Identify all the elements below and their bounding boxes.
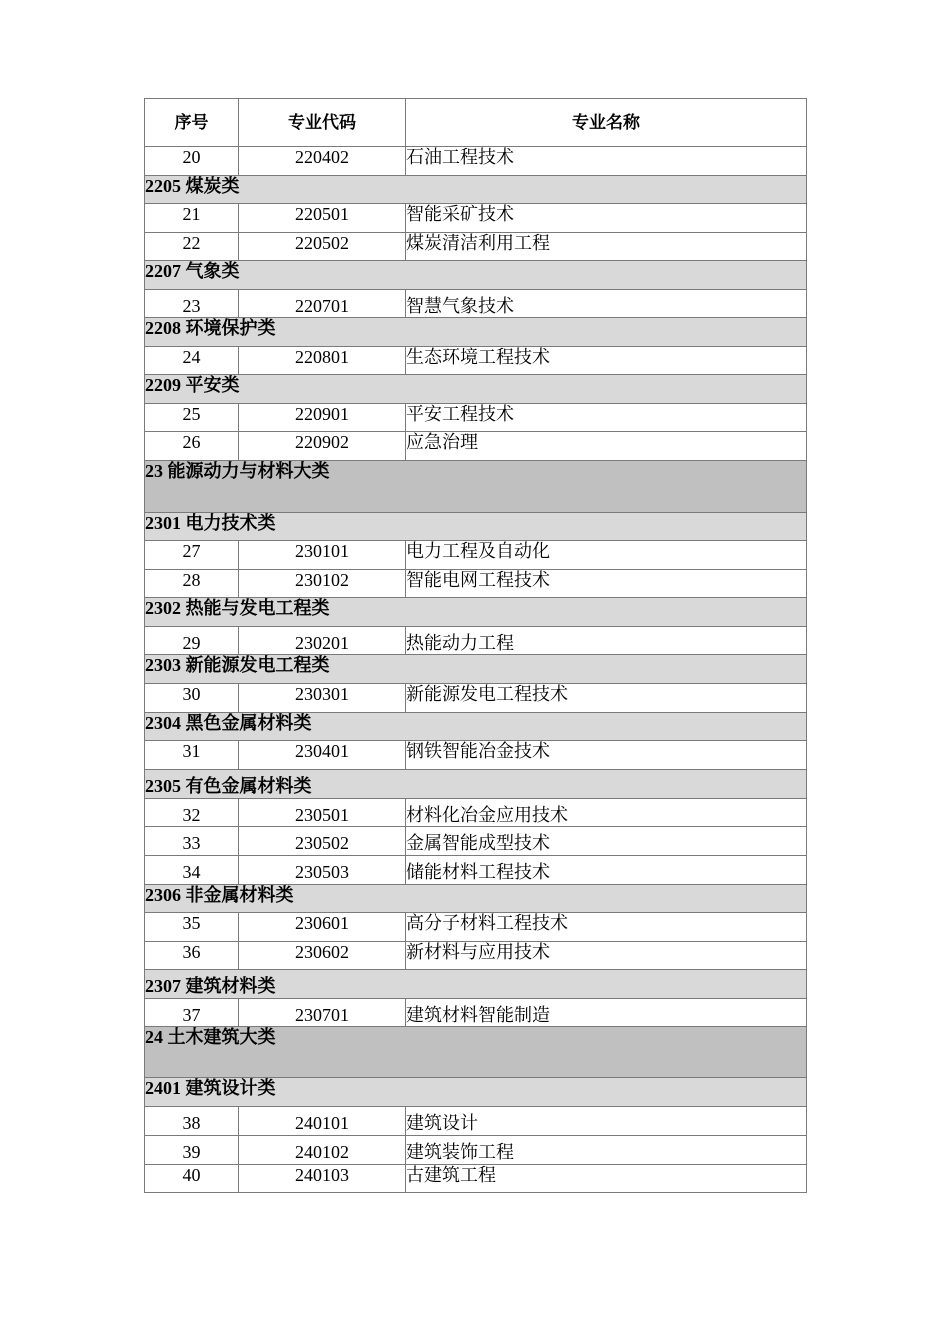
serial-no-cell: 29 [145, 627, 239, 655]
category-label: 2306 非金属材料类 [145, 885, 807, 913]
table-row [145, 1136, 807, 1165]
serial-no-cell: 32 [145, 799, 239, 827]
category-label: 2301 电力技术类 [145, 513, 807, 541]
serial-no-cell: 23 [145, 290, 239, 318]
major-catalog-table [144, 98, 807, 1193]
serial-no-cell: 24 [145, 347, 239, 375]
major-name-cell: 煤炭清洁利用工程 [406, 233, 807, 261]
table-body [145, 147, 807, 1193]
major-name-cell: 高分子材料工程技术 [406, 913, 807, 942]
category-row [145, 713, 807, 741]
major-code-cell: 230301 [239, 684, 406, 713]
major-name-cell: 智能电网工程技术 [406, 570, 807, 598]
major-code-cell: 230502 [239, 827, 406, 856]
serial-no-cell: 40 [145, 1165, 239, 1193]
major-name-cell: 储能材料工程技术 [406, 856, 807, 885]
major-group-label: 23 能源动力与材料大类 [145, 461, 807, 513]
major-code-cell: 240103 [239, 1165, 406, 1193]
header-serial-no: 序号 [145, 99, 239, 147]
header-major-code: 专业代码 [239, 99, 406, 147]
major-code-cell: 220402 [239, 147, 406, 176]
category-label: 2209 平安类 [145, 375, 807, 404]
table-row [145, 856, 807, 885]
major-code-cell: 230102 [239, 570, 406, 598]
header-major-name: 专业名称 [406, 99, 807, 147]
major-name-cell: 生态环境工程技术 [406, 347, 807, 375]
table-header-row [145, 99, 807, 147]
category-row [145, 375, 807, 404]
major-name-cell: 新能源发电工程技术 [406, 684, 807, 713]
serial-no-cell: 36 [145, 942, 239, 970]
category-label: 2305 有色金属材料类 [145, 770, 807, 799]
category-label: 2208 环境保护类 [145, 318, 807, 347]
major-name-cell: 古建筑工程 [406, 1165, 807, 1193]
serial-no-cell: 31 [145, 741, 239, 770]
major-name-cell: 建筑设计 [406, 1107, 807, 1136]
table-row [145, 999, 807, 1027]
category-row [145, 176, 807, 204]
major-name-cell: 金属智能成型技术 [406, 827, 807, 856]
category-row [145, 970, 807, 999]
major-group-label: 24 土木建筑大类 [145, 1027, 807, 1078]
category-label: 2401 建筑设计类 [145, 1078, 807, 1107]
table-row [145, 627, 807, 655]
category-row [145, 1078, 807, 1107]
major-name-cell: 热能动力工程 [406, 627, 807, 655]
serial-no-cell: 30 [145, 684, 239, 713]
category-label: 2304 黑色金属材料类 [145, 713, 807, 741]
major-code-cell: 230503 [239, 856, 406, 885]
category-label: 2205 煤炭类 [145, 176, 807, 204]
major-name-cell: 电力工程及自动化 [406, 541, 807, 570]
table-row [145, 570, 807, 598]
major-code-cell: 230602 [239, 942, 406, 970]
major-name-cell: 应急治理 [406, 432, 807, 461]
major-code-cell: 230701 [239, 999, 406, 1027]
major-code-cell: 240101 [239, 1107, 406, 1136]
table-row [145, 684, 807, 713]
serial-no-cell: 39 [145, 1136, 239, 1165]
table-row [145, 404, 807, 432]
category-row [145, 261, 807, 290]
serial-no-cell: 26 [145, 432, 239, 461]
major-code-cell: 220901 [239, 404, 406, 432]
category-row [145, 885, 807, 913]
table-row [145, 741, 807, 770]
table-row [145, 233, 807, 261]
table-row [145, 1107, 807, 1136]
major-code-cell: 230101 [239, 541, 406, 570]
serial-no-cell: 27 [145, 541, 239, 570]
table-row [145, 799, 807, 827]
category-label: 2307 建筑材料类 [145, 970, 807, 999]
major-group-row [145, 1027, 807, 1078]
major-code-cell: 230401 [239, 741, 406, 770]
table-row [145, 827, 807, 856]
table-row [145, 541, 807, 570]
category-label: 2302 热能与发电工程类 [145, 598, 807, 627]
serial-no-cell: 25 [145, 404, 239, 432]
table-row [145, 290, 807, 318]
serial-no-cell: 38 [145, 1107, 239, 1136]
serial-no-cell: 21 [145, 204, 239, 233]
serial-no-cell: 28 [145, 570, 239, 598]
serial-no-cell: 37 [145, 999, 239, 1027]
major-code-cell: 220502 [239, 233, 406, 261]
table-row [145, 147, 807, 176]
category-row [145, 770, 807, 799]
category-label: 2207 气象类 [145, 261, 807, 290]
major-name-cell: 平安工程技术 [406, 404, 807, 432]
table-row [145, 942, 807, 970]
category-row [145, 655, 807, 684]
category-row [145, 318, 807, 347]
major-code-cell: 220501 [239, 204, 406, 233]
major-code-cell: 230501 [239, 799, 406, 827]
table-row [145, 432, 807, 461]
category-row [145, 513, 807, 541]
major-name-cell: 建筑装饰工程 [406, 1136, 807, 1165]
table-row [145, 1165, 807, 1193]
major-code-cell: 220701 [239, 290, 406, 318]
category-label: 2303 新能源发电工程类 [145, 655, 807, 684]
serial-no-cell: 20 [145, 147, 239, 176]
major-code-cell: 230601 [239, 913, 406, 942]
serial-no-cell: 34 [145, 856, 239, 885]
category-row [145, 598, 807, 627]
table-row [145, 204, 807, 233]
major-name-cell: 新材料与应用技术 [406, 942, 807, 970]
major-name-cell: 建筑材料智能制造 [406, 999, 807, 1027]
major-name-cell: 钢铁智能冶金技术 [406, 741, 807, 770]
major-code-cell: 220902 [239, 432, 406, 461]
major-name-cell: 智慧气象技术 [406, 290, 807, 318]
serial-no-cell: 22 [145, 233, 239, 261]
major-name-cell: 石油工程技术 [406, 147, 807, 176]
major-group-row [145, 461, 807, 513]
table-row [145, 913, 807, 942]
major-code-cell: 220801 [239, 347, 406, 375]
table-row [145, 347, 807, 375]
serial-no-cell: 33 [145, 827, 239, 856]
major-code-cell: 230201 [239, 627, 406, 655]
major-code-cell: 240102 [239, 1136, 406, 1165]
serial-no-cell: 35 [145, 913, 239, 942]
major-name-cell: 智能采矿技术 [406, 204, 807, 233]
major-name-cell: 材料化冶金应用技术 [406, 799, 807, 827]
